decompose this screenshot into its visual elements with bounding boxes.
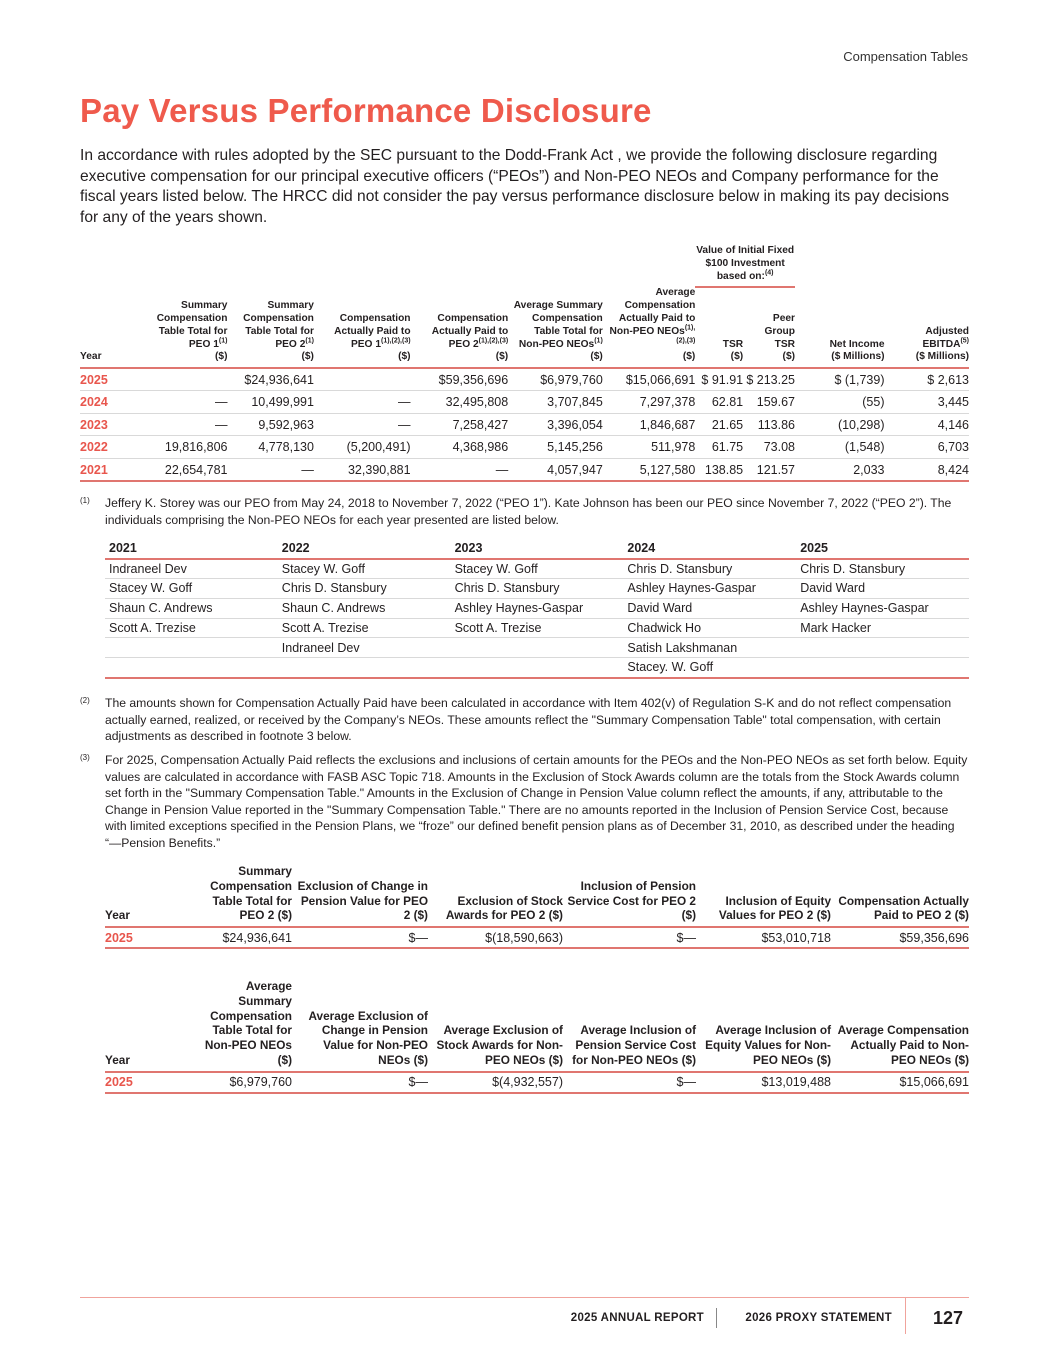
- neo-name-cell: Mark Hacker: [796, 618, 969, 638]
- column-header: Average Exclusion of Change in Pension Value for Non-PEO NEOs ($): [292, 979, 428, 1072]
- column-header: Summary Compensation Table Total for PEO 2$^{(1)}$ ($): [227, 287, 313, 368]
- value-cell: $(18,590,663): [428, 927, 563, 948]
- year-column-header: 2022: [278, 542, 451, 559]
- neo-name-cell: [105, 658, 278, 678]
- value-cell: 21.65: [695, 413, 743, 436]
- value-cell: $ 91.91: [695, 368, 743, 391]
- value-cell: 8,424: [885, 459, 970, 482]
- year-cell: 2021: [80, 459, 139, 482]
- column-header: Average Summary Compensation Table Total for Non-PEO NEOs$^{(1)}$ ($): [508, 287, 603, 368]
- year-column-header: 2024: [623, 542, 796, 559]
- value-cell: $13,019,488: [696, 1072, 831, 1093]
- intro-paragraph: In accordance with rules adopted by the SEC pursuant to the Dodd-Frank Act , we provide the following disclosure regarding executive compensation for our principal executive officers (“PEOs”) and Non-PEO NEOs and Company performance for the fiscal years listed below. The HRCC did not consider the pay versus performance disclosure below in making its pay decisions for any of the years shown.: [80, 147, 950, 226]
- neo-name-cell: Chris D. Stansbury: [623, 559, 796, 579]
- neo-name-cell: Chris D. Stansbury: [278, 579, 451, 599]
- annual-report-label: 2025 ANNUAL REPORT: [570, 1312, 704, 1324]
- section-label: Compensation Tables: [843, 49, 968, 64]
- column-header: Summary Compensation Table Total for PEO 2 ($): [195, 864, 292, 927]
- neo-name-cell: [451, 658, 624, 678]
- value-cell: 19,816,806: [139, 436, 227, 459]
- column-header: Average Compensation Actually Paid to Non-PEO NEOs ($): [831, 979, 969, 1072]
- table-row: [105, 559, 969, 579]
- neo-name-cell: Stacey. W. Goff: [623, 658, 796, 678]
- column-header: Net Income ($ Millions): [795, 287, 885, 368]
- table-row: [80, 436, 969, 459]
- neo-name-cell: David Ward: [796, 579, 969, 599]
- value-cell: (1,548): [795, 436, 885, 459]
- column-header: Compensation Actually Paid to PEO $1^{(1),(2),(3)}$ ($): [314, 287, 411, 368]
- neo-name-cell: [105, 638, 278, 658]
- value-cell: 5,145,256: [508, 436, 603, 459]
- value-cell: $—: [563, 927, 696, 948]
- column-header: Inclusion of Pension Service Cost for PEO 2 ($): [563, 864, 696, 927]
- neo-name-cell: Ashley Haynes-Gaspar: [796, 598, 969, 618]
- page-footer: [80, 1298, 969, 1334]
- column-header: Summary Compensation Table Total for PEO 1$^{(1)}$ ($): [139, 287, 227, 368]
- value-cell: 3,445: [885, 391, 970, 414]
- column-header: Inclusion of Equity Values for PEO 2 ($): [696, 864, 831, 927]
- column-header: Peer Group TSR ($): [743, 287, 795, 368]
- value-cell: $—: [292, 1072, 428, 1093]
- neo-name-cell: Shaun C. Andrews: [278, 598, 451, 618]
- value-cell: —: [411, 459, 509, 482]
- value-cell: 113.86: [743, 413, 795, 436]
- value-cell: [139, 368, 227, 391]
- value-cell: $15,066,691: [603, 368, 696, 391]
- neo-name-cell: [796, 638, 969, 658]
- value-cell: (55): [795, 391, 885, 414]
- table-row: [80, 391, 969, 414]
- neo-name-cell: Stacey W. Goff: [451, 559, 624, 579]
- pay-versus-performance-table: [80, 245, 969, 482]
- neo-name-cell: Chris D. Stansbury: [796, 559, 969, 579]
- table-row: [105, 598, 969, 618]
- value-cell: 121.57: [743, 459, 795, 482]
- value-cell: (5,200,491): [314, 436, 411, 459]
- value-cell: 62.81: [695, 391, 743, 414]
- value-cell: 4,146: [885, 413, 970, 436]
- value-cell: 32,390,881: [314, 459, 411, 482]
- tsr-group-header: Value of Initial Fixed $100 Investment based on:$^{(4)}$: [695, 245, 795, 287]
- value-cell: —: [314, 413, 411, 436]
- value-cell: $59,356,696: [831, 927, 969, 948]
- neo-name-cell: Chadwick Ho: [623, 618, 796, 638]
- value-cell: $24,936,641: [195, 927, 292, 948]
- neo-name-cell: Scott A. Trezise: [278, 618, 451, 638]
- year-column-header: 2021: [105, 542, 278, 559]
- column-header: Average Exclusion of Stock Awards for Non-PEO NEOs ($): [428, 979, 563, 1072]
- footnote-2: (2) The amounts shown for Compensation Actually Paid have been calculated in accordance with Item 402(v) of Regulation S-K and do not reflect compensation actually earned, realized, or received by the Company’s NEOs. These amounts reflect the "Summary Compensation Table" total compensation, with certain adjustments as described in footnote 3 below.: [80, 696, 952, 743]
- column-header: TSR ($): [695, 287, 743, 368]
- neo-name-cell: David Ward: [623, 598, 796, 618]
- table-row: [105, 927, 969, 948]
- footer-divider: [905, 1298, 906, 1334]
- year-column-header: 2025: [796, 542, 969, 559]
- footer-divider: [716, 1308, 717, 1328]
- neo-name-cell: Scott A. Trezise: [451, 618, 624, 638]
- value-cell: —: [139, 413, 227, 436]
- value-cell: $24,936,641: [227, 368, 313, 391]
- table-row: [80, 368, 969, 391]
- table-row: [105, 638, 969, 658]
- value-cell: $59,356,696: [411, 368, 509, 391]
- proxy-statement-label: 2026 PROXY STATEMENT: [745, 1312, 892, 1324]
- value-cell: 3,396,054: [508, 413, 603, 436]
- year-cell: 2022: [80, 436, 139, 459]
- value-cell: $—: [292, 927, 428, 948]
- value-cell: 1,846,687: [603, 413, 696, 436]
- value-cell: 138.85: [695, 459, 743, 482]
- value-cell: 5,127,580: [603, 459, 696, 482]
- page-number: 127: [932, 1308, 963, 1328]
- value-cell: $15,066,691: [831, 1072, 969, 1093]
- neo-name-cell: Ashley Haynes-Gaspar: [623, 579, 796, 599]
- column-header: Year: [105, 979, 195, 1072]
- value-cell: 2,033: [795, 459, 885, 482]
- year-column-header: 2023: [451, 542, 624, 559]
- neo-name-cell: Indraneel Dev: [278, 638, 451, 658]
- non-peo-neo-cap-adjustments-table: [105, 979, 969, 1094]
- value-cell: $ 213.25: [743, 368, 795, 391]
- neo-name-cell: [278, 658, 451, 678]
- neo-name-cell: Scott A. Trezise: [105, 618, 278, 638]
- value-cell: 73.08: [743, 436, 795, 459]
- value-cell: —: [227, 459, 313, 482]
- column-header: Adjusted EBITDA$^{(5)}$ ($ Millions): [885, 287, 970, 368]
- value-cell: $(4,932,557): [428, 1072, 563, 1093]
- year-cell: 2025: [105, 927, 195, 948]
- table-row: [80, 459, 969, 482]
- value-cell: 10,499,991: [227, 391, 313, 414]
- value-cell: $—: [563, 1072, 696, 1093]
- neo-name-cell: Chris D. Stansbury: [451, 579, 624, 599]
- page-title: Pay Versus Performance Disclosure: [80, 92, 652, 129]
- value-cell: 4,778,130: [227, 436, 313, 459]
- value-cell: 4,057,947: [508, 459, 603, 482]
- neo-name-cell: Stacey W. Goff: [105, 579, 278, 599]
- column-header: Year: [80, 287, 139, 368]
- neo-name-cell: Shaun C. Andrews: [105, 598, 278, 618]
- neo-name-cell: Ashley Haynes-Gaspar: [451, 598, 624, 618]
- value-cell: $53,010,718: [696, 927, 831, 948]
- year-cell: 2023: [80, 413, 139, 436]
- column-header: Compensation Actually Paid to PEO $2^{(1),(2),(3)}$ ($): [411, 287, 509, 368]
- table-row: [105, 658, 969, 678]
- column-header: Exclusion of Change in Pension Value for PEO 2 ($): [292, 864, 428, 927]
- table-row: [105, 1072, 969, 1093]
- column-header: Average Inclusion of Pension Service Cost for Non-PEO NEOs ($): [563, 979, 696, 1072]
- column-header: Average Summary Compensation Table Total for Non-PEO NEOs ($): [195, 979, 292, 1072]
- footnote-1: (1) Jeffery K. Storey was our PEO from May 24, 2018 to November 7, 2022 (“PEO 1”). Kate Johnson has been our PEO since November 7, 2022 (“PEO 2”). The individuals comprising the Non-PEO NEOs for each year presented are listed below.: [80, 496, 952, 527]
- neo-name-cell: [451, 638, 624, 658]
- value-cell: 22,654,781: [139, 459, 227, 482]
- column-header: Compensation Actually Paid to PEO 2 ($): [831, 864, 969, 927]
- neo-name-cell: Stacey W. Goff: [278, 559, 451, 579]
- value-cell: 9,592,963: [227, 413, 313, 436]
- column-header: Average Inclusion of Equity Values for Non-PEO NEOs ($): [696, 979, 831, 1072]
- column-header: Year: [105, 864, 195, 927]
- table-row: [105, 618, 969, 638]
- value-cell: $ (1,739): [795, 368, 885, 391]
- table-row: [105, 579, 969, 599]
- value-cell: 32,495,808: [411, 391, 509, 414]
- value-cell: —: [139, 391, 227, 414]
- value-cell: 6,703: [885, 436, 970, 459]
- value-cell: 4,368,986: [411, 436, 509, 459]
- neo-name-cell: Indraneel Dev: [105, 559, 278, 579]
- value-cell: 7,258,427: [411, 413, 509, 436]
- footnote-3: (3) For 2025, Compensation Actually Paid reflects the exclusions and inclusions of certain amounts for the PEOs and the Non-PEO NEOs as set forth below. Equity values are calculated in accordance with FASB ASC Topic 718. Amounts in the Exclusion of Stock Awards column are the totals from the Stock Awards column set forth in the "Summary Compensation Table." Amounts in the Exclusion of Change in Pension Value column reflect the amounts, if any, attributable to the Change in Pension Value reported in the "Summary Compensation Table." There are no amounts reported in the Inclusion of Pension Service Cost, because with limited exceptions specified in the Pension Plans, we “froze” our defined benefit pension plans as of December 31, 2010, as described under the heading “—Pension Benefits.”: [80, 753, 968, 850]
- table-row: [80, 413, 969, 436]
- value-cell: 511,978: [603, 436, 696, 459]
- year-cell: 2025: [80, 368, 139, 391]
- value-cell: 159.67: [743, 391, 795, 414]
- column-header: Average Compensation Actually Paid to Non-PEO NEOs$^{(1),(2),(3)}$ ($): [603, 287, 696, 368]
- value-cell: $ 2,613: [885, 368, 970, 391]
- value-cell: [314, 368, 411, 391]
- year-cell: 2025: [105, 1072, 195, 1093]
- value-cell: $6,979,760: [195, 1072, 292, 1093]
- neo-name-cell: Satish Lakshmanan: [623, 638, 796, 658]
- value-cell: 3,707,845: [508, 391, 603, 414]
- neo-name-cell: [796, 658, 969, 678]
- column-header: Exclusion of Stock Awards for PEO 2 ($): [428, 864, 563, 927]
- year-cell: 2024: [80, 391, 139, 414]
- value-cell: —: [314, 391, 411, 414]
- value-cell: 61.75: [695, 436, 743, 459]
- non-peo-neos-table: [105, 542, 969, 679]
- value-cell: (10,298): [795, 413, 885, 436]
- value-cell: 7,297,378: [603, 391, 696, 414]
- peo2-cap-adjustments-table: [105, 864, 969, 949]
- value-cell: $6,979,760: [508, 368, 603, 391]
